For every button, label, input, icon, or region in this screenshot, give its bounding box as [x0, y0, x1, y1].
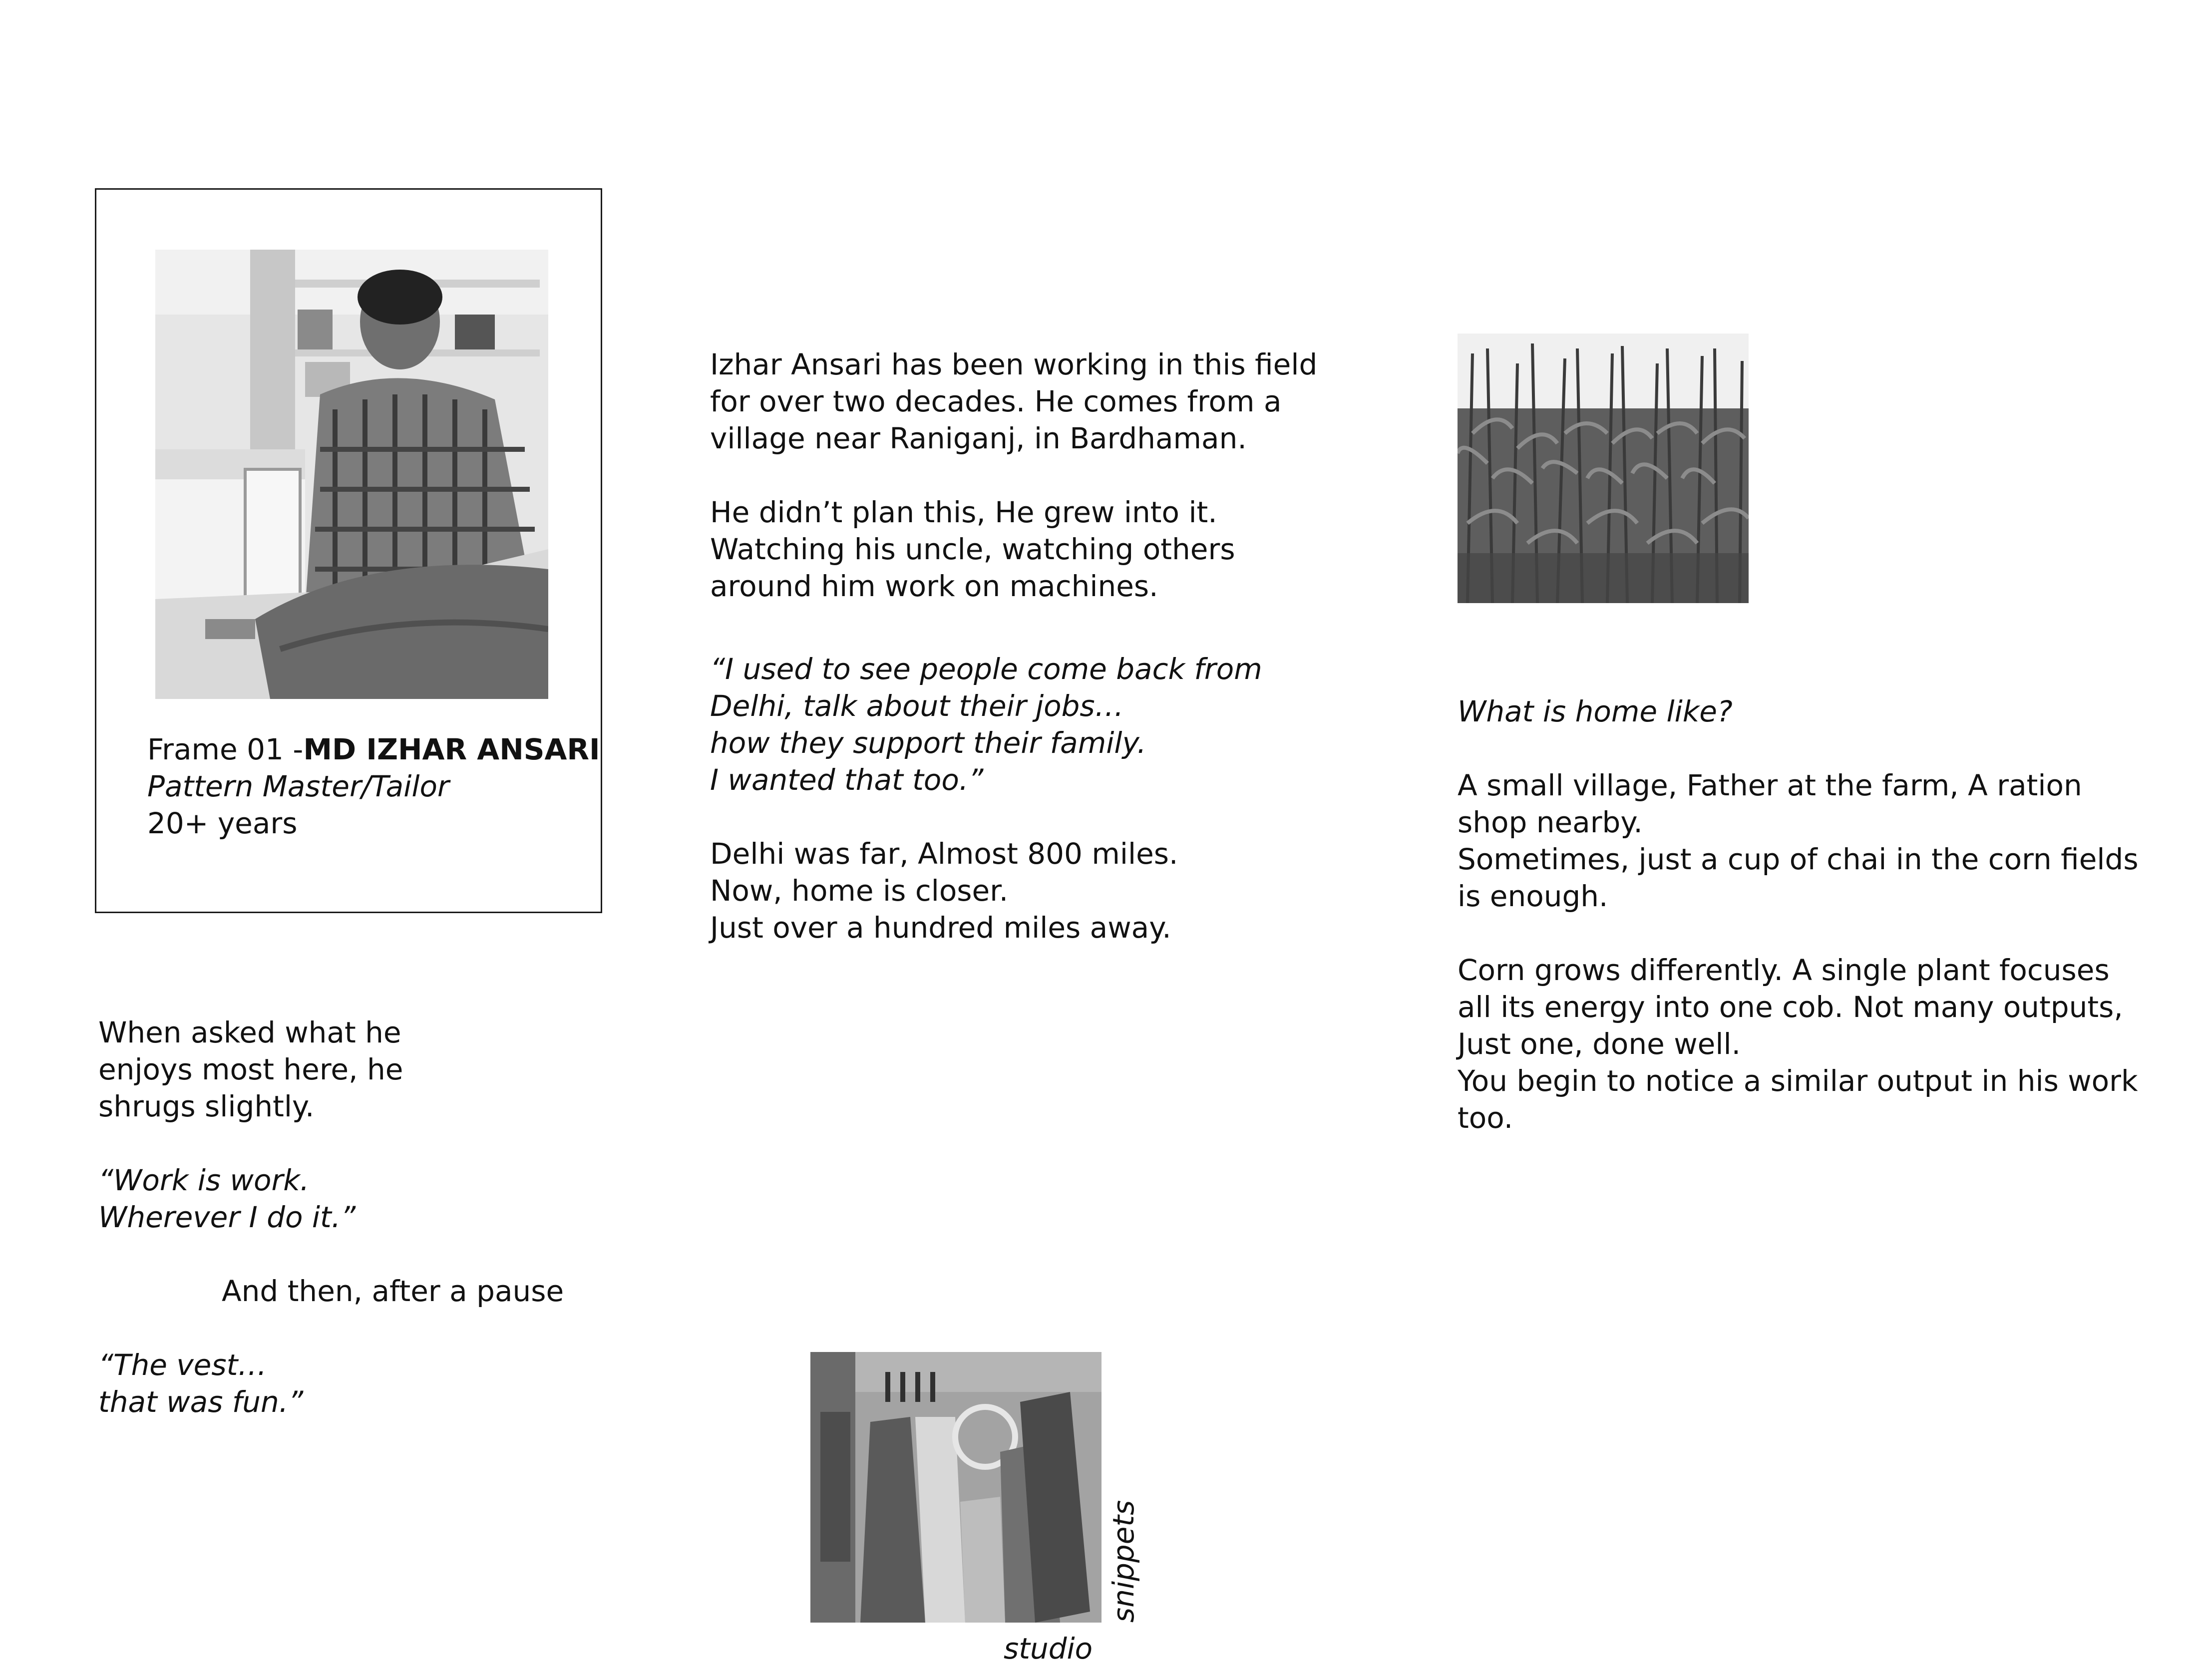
home-line: You begin to notice a similar output in his work [1458, 1064, 2138, 1098]
quote-line: I wanted that too.” [710, 763, 984, 797]
studio-snippet-photo [810, 1352, 1101, 1623]
corn-field-photo [1458, 334, 1749, 603]
story-line: Delhi was far, Almost 800 miles. [710, 837, 1178, 871]
frame-label: Frame 01 - [147, 732, 304, 766]
snippets-label: snippets [1106, 1500, 1140, 1623]
home-line: too. [1458, 1101, 1513, 1135]
home-line: Corn grows differently. A single plant focuses [1458, 953, 2110, 987]
quote-line: “The vest… [98, 1348, 267, 1382]
home-line: A small village, Father at the farm, A ration [1458, 768, 2082, 802]
story-line: around him work on machines. [710, 569, 1158, 603]
home-question: What is home like? [1458, 694, 1733, 728]
profile-experience: 20+ years [147, 806, 298, 840]
story-line: Now, home is closer. [710, 874, 1009, 908]
paragraph-gap [710, 605, 1317, 651]
enjoy-line: When asked what he [98, 1015, 401, 1049]
home-line: is enough. [1458, 879, 1608, 913]
paragraph-gap [1458, 915, 2139, 952]
home-line: Just one, done well. [1458, 1027, 1741, 1061]
enjoy-column [98, 1014, 564, 1420]
paragraph-gap [98, 1125, 564, 1162]
enjoy-line: enjoys most here, he [98, 1052, 403, 1086]
paragraph-gap [710, 457, 1317, 494]
quote-line: “Work is work. [98, 1163, 310, 1197]
story-column [710, 346, 1317, 946]
paragraph-gap [98, 1236, 564, 1273]
paragraph-gap [710, 798, 1317, 835]
profile-title [147, 731, 600, 768]
quote-line: Wherever I do it.” [98, 1200, 356, 1234]
profile-role: Pattern Master/Tailor [147, 769, 449, 803]
profile-caption [147, 731, 600, 842]
paragraph-gap [1458, 730, 2139, 767]
quote-line: how they support their family. [710, 726, 1146, 760]
pause-line: And then, after a pause [222, 1274, 564, 1308]
story-line: for over two decades. He comes from a [710, 384, 1282, 418]
story-line: Just over a hundred miles away. [710, 911, 1171, 945]
story-line: Watching his uncle, watching others [710, 532, 1235, 566]
home-column [1458, 693, 2139, 1136]
tailor-portrait-photo [155, 250, 548, 699]
studio-label: studio [1004, 1632, 1093, 1666]
quote-line: Delhi, talk about their jobs… [710, 689, 1124, 723]
story-line: He didn’t plan this, He grew into it. [710, 495, 1217, 529]
profile-name: MD IZHAR ANSARI [303, 732, 600, 766]
quote-line: “I used to see people come back from [710, 652, 1262, 686]
enjoy-line: shrugs slightly. [98, 1089, 315, 1123]
story-line: village near Raniganj, in Bardhaman. [710, 421, 1247, 455]
home-line: Sometimes, just a cup of chai in the corn fields [1458, 842, 2139, 876]
home-line: all its energy into one cob. Not many outputs, [1458, 990, 2123, 1024]
quote-line: that was fun.” [98, 1385, 304, 1419]
home-line: shop nearby. [1458, 805, 1643, 839]
story-line: Izhar Ansari has been working in this field [710, 347, 1318, 381]
paragraph-gap [98, 1310, 564, 1346]
